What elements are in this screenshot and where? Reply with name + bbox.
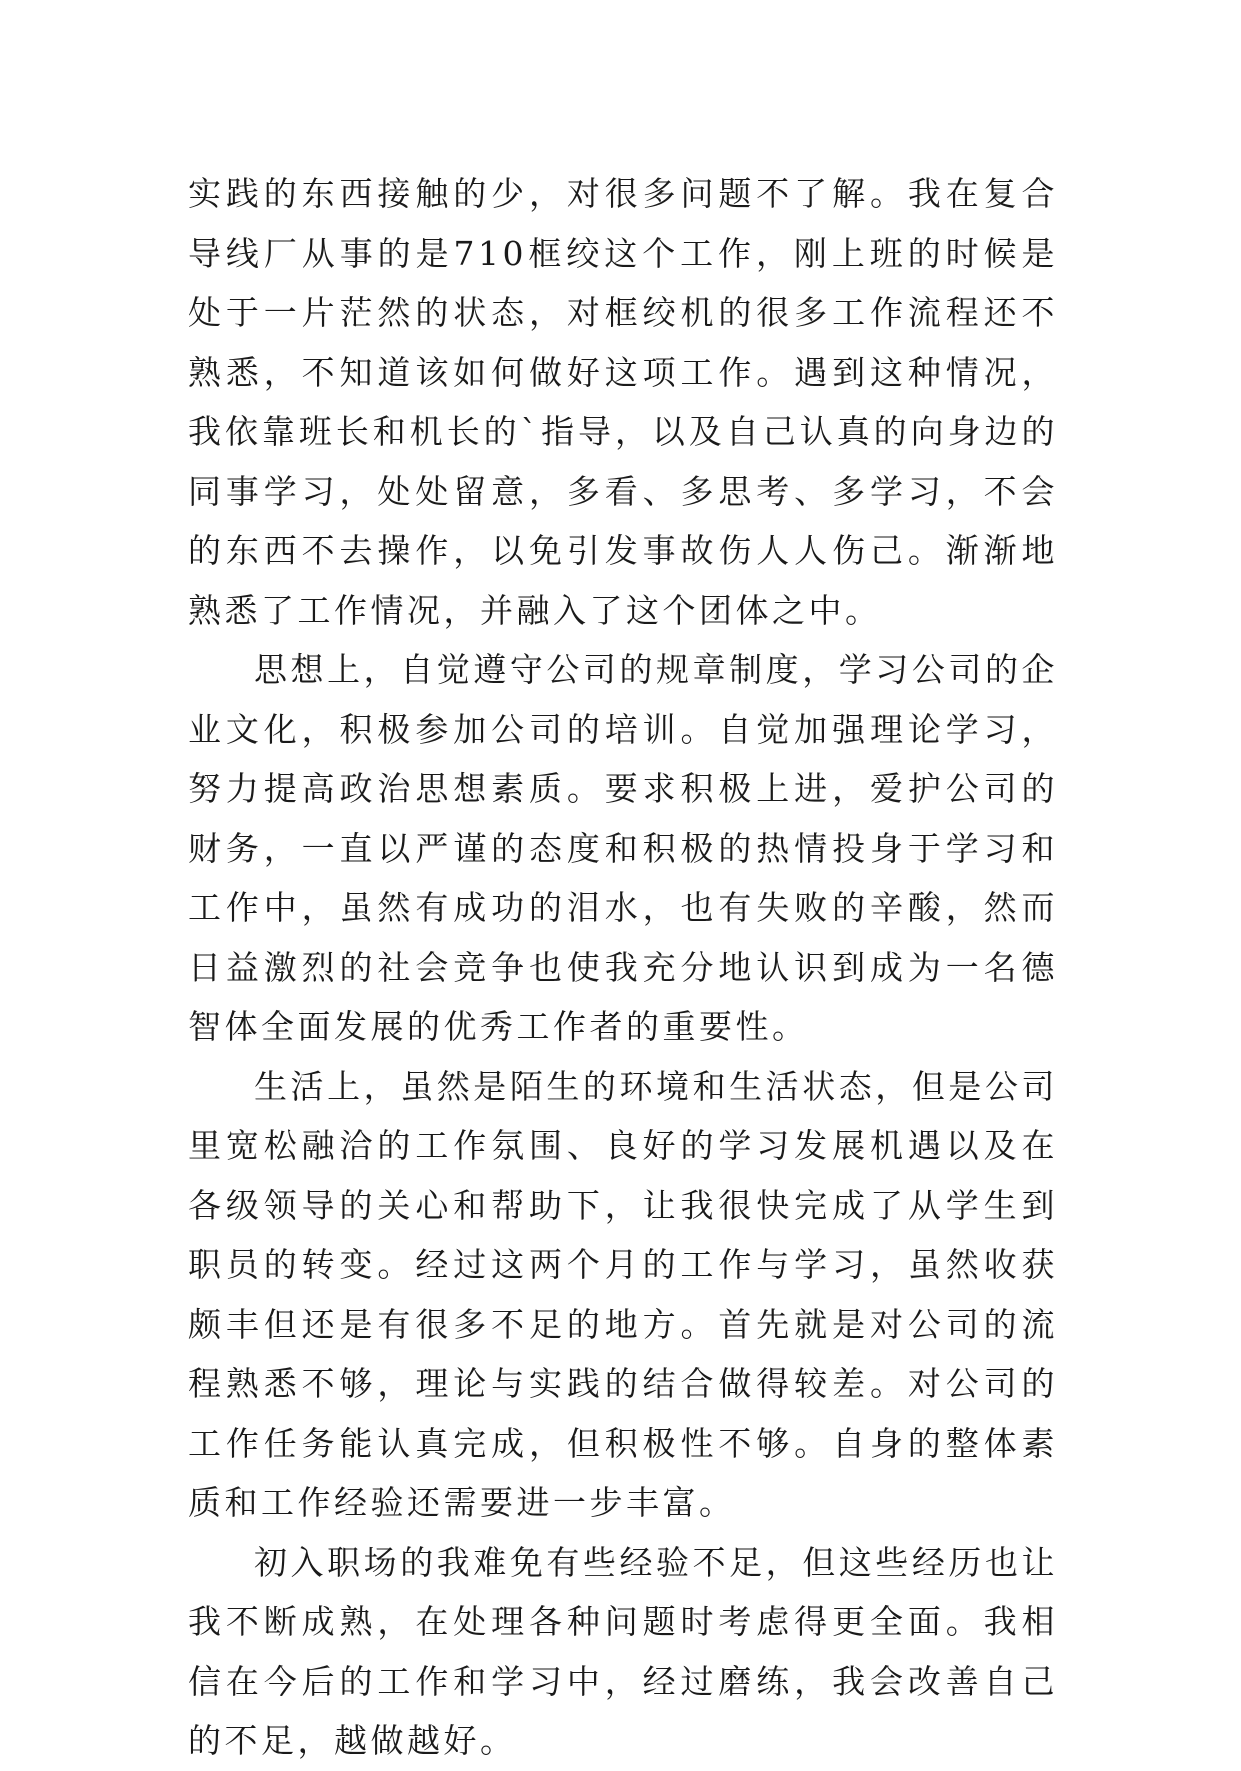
paragraph-3: 生活上，虽然是陌生的环境和生活状态，但是公司里宽松融洽的工作氛围、良好的学习发展机遇以及在各级领导的关心和帮助下，让我很快完成了从学生到职员的转变。经过这两个月的工作与学习，虽然收获颇丰但还是有很多不足的地方。首先就是对公司的流程熟悉不够，理论与实践的结合做得较差。对公司的工作任务能认真完成，但积极性不够。自身的整体素质和工作经验还需要进一步丰富。 (188, 1066, 1058, 1522)
paragraph-1: 实践的东西接触的少，对很多问题不了解。我在复合导线厂从事的是710框绞这个工作，刚上班的时候是处于一片茫然的状态，对框绞机的很多工作流程还不熟悉，不知道该如何做好这项工作。遇到这种情况，我依靠班长和机长的`指导，以及自己认真的向身边的同事学习，处处留意，多看、多思考、多学习，不会的东西不去操作，以免引发事故伤人人伤己。渐渐地熟悉了工作情况，并融入了这个团体之中。 (188, 174, 1058, 630)
paragraph-2: 思想上，自觉遵守公司的规章制度，学习公司的企业文化，积极参加公司的培训。自觉加强理论学习，努力提高政治思想素质。要求积极上进，爱护公司的财务，一直以严谨的态度和积极的热情投身于学习和工作中，虽然有成功的泪水，也有失败的辛酸，然而日益激烈的社会竞争也使我充分地认识到成为一名德智体全面发展的优秀工作者的重要性。 (188, 650, 1058, 1046)
paragraph-4: 初入职场的我难免有些经验不足，但这些经历也让我不断成熟，在处理各种问题时考虑得更全面。我相信在今后的工作和学习中，经过磨练，我会改善自己的不足，越做越好。 (188, 1542, 1058, 1760)
body-text (188, 164, 1058, 1771)
